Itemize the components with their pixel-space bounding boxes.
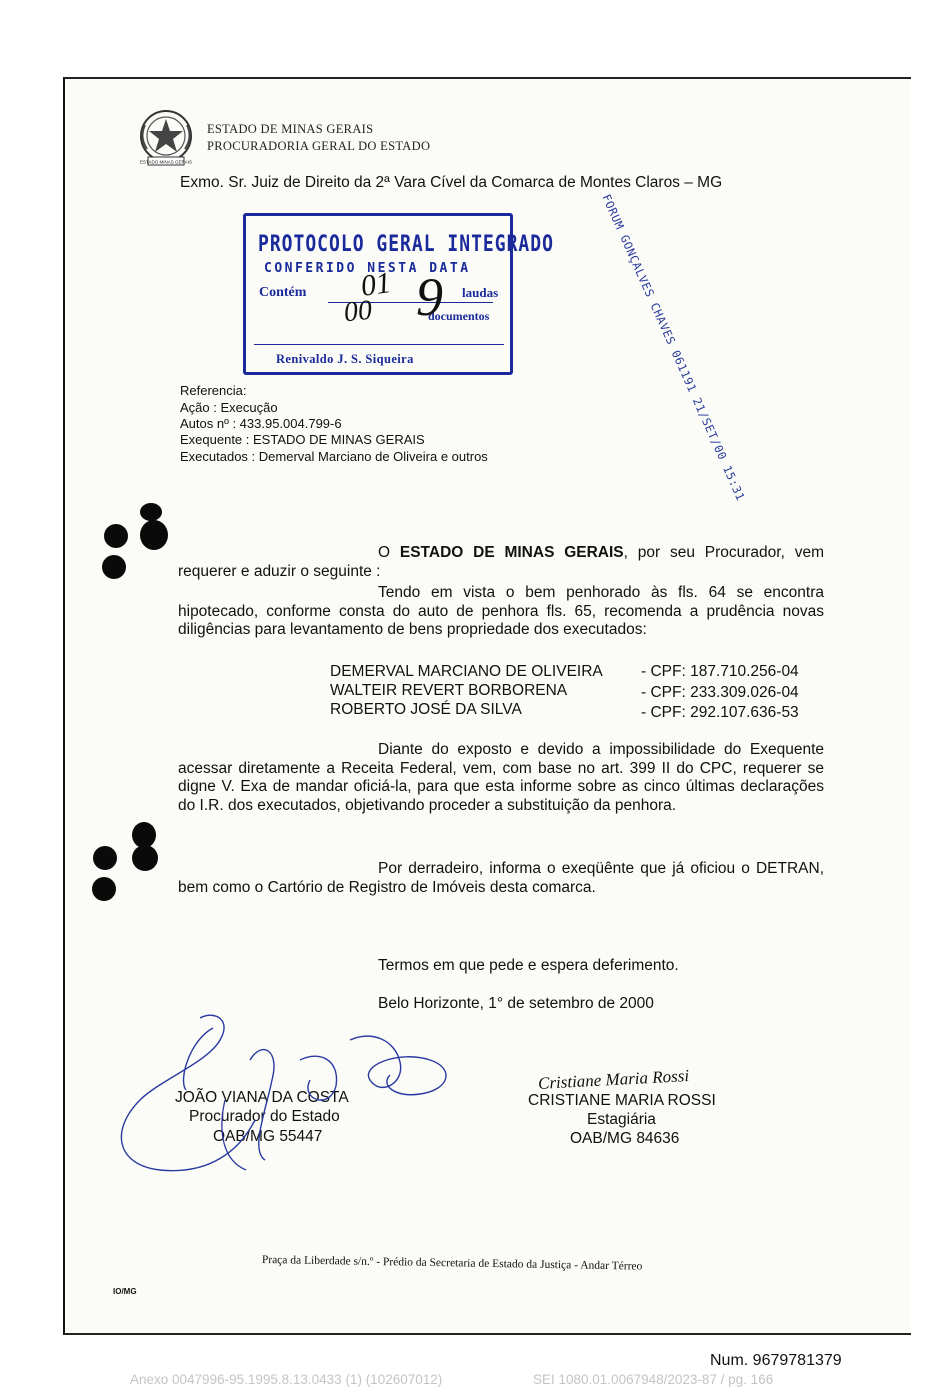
punch-hole — [140, 520, 168, 550]
punch-hole — [140, 503, 162, 521]
signer-left-oab: OAB/MG 55447 — [213, 1128, 323, 1145]
stamp-handwritten-docs: 00 — [342, 294, 374, 329]
punch-hole — [104, 524, 128, 548]
stamp-rule-bottom — [254, 344, 504, 345]
protocol-stamp — [243, 213, 554, 375]
paragraph-request: Tendo em vista o bem penhorado às fls. 64 se encontra hipotecado, conforme consta do auto de penhora fls. 65, recomenda a prudência novas diligências para levantamento de bens propriedade dos executados: — [178, 584, 824, 638]
signer-right-handwritten: Cristiane Maria Rossi — [537, 1066, 690, 1093]
person-cpf: - CPF: 292.107.636-53 — [641, 704, 799, 721]
stamp-handwritten-laudas: 01 — [358, 266, 394, 303]
stamp-contem: Contém — [259, 285, 307, 300]
signer-left-role: Procurador do Estado — [189, 1108, 340, 1125]
paragraph-intro: O ESTADO DE MINAS GERAIS, por seu Procurador, vem requerer e aduzir o seguinte : — [178, 544, 824, 580]
crest-ribbon-text: ESTADO MINAS GERAIS — [140, 159, 192, 165]
reference-acao: Ação : Execução — [180, 400, 278, 415]
person-name: DEMERVAL MARCIANO DE OLIVEIRA — [330, 663, 603, 680]
addressee: Exmo. Sr. Juiz de Direito da 2ª Vara Cível da Comarca de Montes Claros – MG — [180, 174, 723, 191]
reference-autos: Autos nº : 433.95.004.799-6 — [180, 416, 342, 431]
signer-right-role: Estagiária — [587, 1111, 656, 1128]
signer-right-name: CRISTIANE MARIA ROSSI — [528, 1092, 716, 1109]
person-cpf: - CPF: 233.309.026-04 — [641, 684, 799, 701]
header-line-attorney-office: PROCURADORIA GERAL DO ESTADO — [207, 139, 431, 153]
punch-hole — [102, 555, 126, 579]
signer-left-name: JOÃO VIANA DA COSTA — [175, 1089, 349, 1106]
stamp-title: PROTOCOLO GERAL INTEGRADO — [258, 231, 554, 258]
reference-exequente: Exequente : ESTADO DE MINAS GERAIS — [180, 432, 425, 447]
punch-hole — [92, 877, 116, 901]
place-date: Belo Horizonte, 1° de setembro de 2000 — [378, 995, 654, 1012]
stamp-laudas: laudas — [462, 285, 499, 300]
paragraph-intro-bold: ESTADO DE MINAS GERAIS — [399, 544, 624, 561]
paragraph-receita: Diante do exposto e devido a impossibilidade do Exequente acessar diretamente a Receita Federal, vem, com base no art. 399 II do CPC, requerer se digne V. Exa de mandar oficiá-la, para que esta informe sobre as cinco últimas declarações do I.R. dos executados, objetivando proceder a substituição da penhora. — [178, 741, 824, 814]
signer-right-oab: OAB/MG 84636 — [570, 1130, 680, 1147]
punch-hole — [132, 845, 158, 871]
stamp-handwritten-mark: 9 — [416, 267, 443, 327]
closing-line: Termos em que pede e espera deferimento. — [378, 957, 679, 974]
person-name: ROBERTO JOSÉ DA SILVA — [330, 701, 522, 718]
state-coat-of-arms-icon — [135, 107, 197, 169]
document-number: Num. 9679781379 — [710, 1352, 842, 1369]
watermark-annex: Anexo 0047996-95.1995.8.13.0433 (1) (102607012) — [130, 1372, 443, 1387]
forum-receipt-stamp: FORUM GONÇALVES CHAVES 061191 21/SET/00 15:31 — [599, 192, 748, 503]
punch-hole — [93, 846, 117, 870]
paragraph-detran: Por derradeiro, informa o exeqüênte que já oficiou o DETRAN, bem como o Cartório de Registro de Imóveis desta comarca. — [178, 860, 824, 896]
stamp-clerk-name: Renivaldo J. S. Siqueira — [276, 352, 414, 366]
stamp-line-2: CONFERIDO NESTA DATA — [264, 261, 471, 276]
stamp-documentos: documentos — [428, 309, 490, 323]
footer-address: Praça da Liberdade s/n.º - Prédio da Secretaria de Estado da Justiça - Andar Térreo — [261, 1254, 643, 1273]
printer-mark: IO/MG — [113, 1287, 137, 1296]
watermark-sei: SEI 1080.01.0067948/2023-87 / pg. 166 — [533, 1372, 774, 1387]
reference-executados: Executados : Demerval Marciano de Oliveira e outros — [180, 449, 488, 464]
person-cpf: - CPF: 187.710.256-04 — [641, 663, 799, 680]
header-line-state: ESTADO DE MINAS GERAIS — [207, 122, 374, 136]
person-name: WALTEIR REVERT BORBORENA — [330, 682, 568, 699]
reference-label: Referencia: — [180, 383, 247, 398]
